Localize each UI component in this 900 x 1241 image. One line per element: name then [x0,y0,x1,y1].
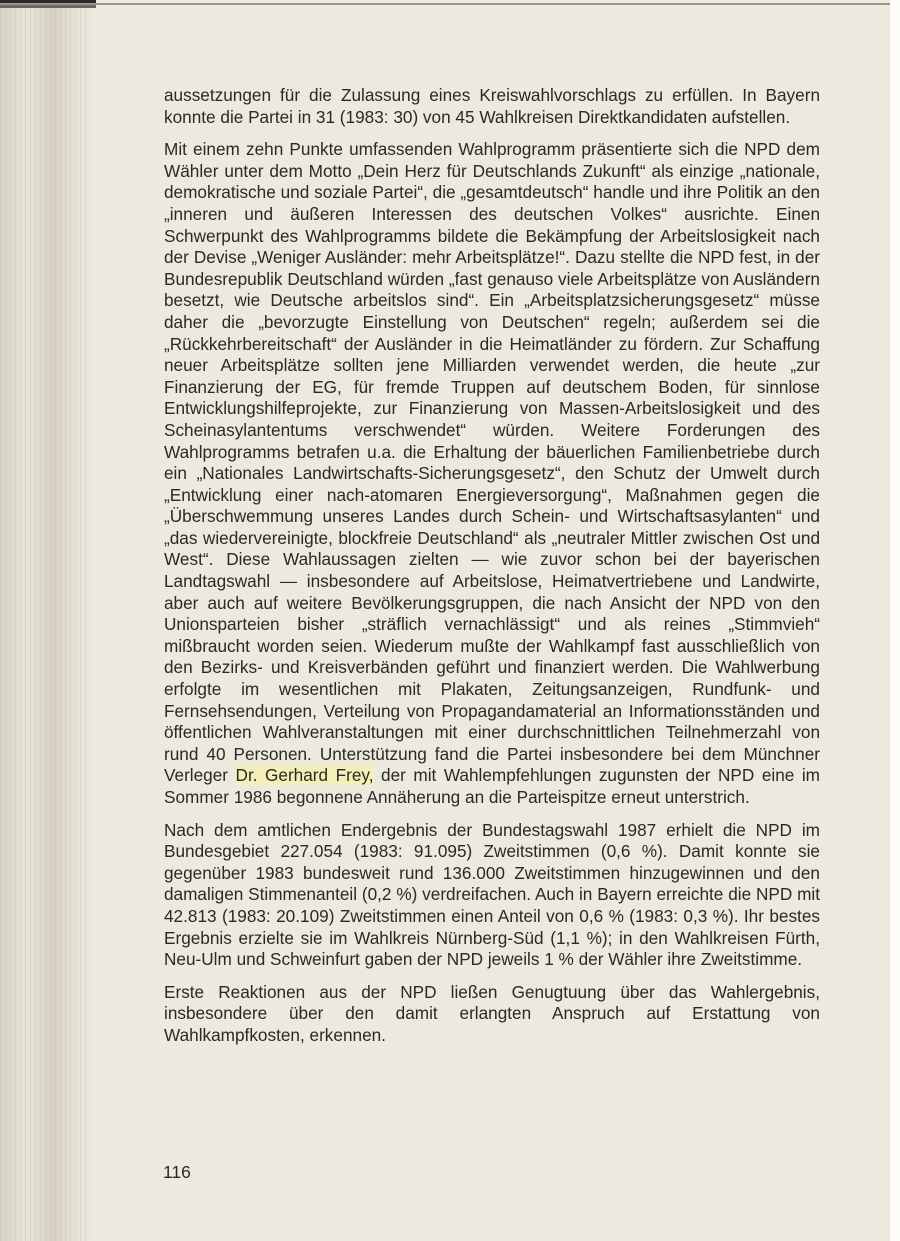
paragraph-1: aussetzungen für die Zulassung eines Kreiswahlvorschlags zu erfüllen. In Bayern konnte die Partei in 31 (1983: 30) von 45 Wahlkreisen Direktkandidaten aufstellen. [164,85,820,127]
scan-top-edge [0,3,890,5]
page-number: 116 [163,1162,191,1182]
paragraph-4: Erste Reaktionen aus der NPD ließen Genugtuung über das Wahlergebnis, insbesondere über den damit erlangten Anspruch auf Erstattung von Wahlkampfkosten, erkennen. [164,981,820,1045]
paragraph-2-part-2: der mit Wahlempfehlungen zugunsten der NPD eine im Sommer 1986 begonnene Annäherung an die Parteispitze erneut unterstrich. [164,765,820,807]
page-edges [0,0,90,1241]
highlighted-name: Dr. Gerhard Frey, [235,765,374,786]
paragraph-2 [164,139,820,808]
paragraph-2-part-1: Mit einem zehn Punkte umfassenden Wahlprogramm präsentierte sich die NPD dem Wähler unter dem Motto „Dein Herz für Deutschlands Zukunft“ als einzige „nationale, demokratische und soziale Partei“, die „gesamtdeutsch“ handle und ihre Politik an den „inneren und äußeren Interessen des deutschen Volkes“ ausrichte. Einen Schwerpunkt des Wahlprogramms bildete die Bekämpfung der Arbeitslosigkeit nach der Devise „Weniger Ausländer: mehr Arbeitsplätze!“. Dazu stellte die NPD fest, in der Bundesrepublik Deutschland würden „fast genauso viele Arbeitsplätze von Ausländern besetzt, wie Deutsche arbeitslos sind“. Ein „Arbeitsplatzsicherungsgesetz“ müsse daher die „bevorzugte Einstellung von Deutschen“ regeln; außerdem sei die „Rückkehrbereitschaft“ der Ausländer in die Heimatländer zu fördern. Zur Schaffung neuer Arbeitsplätze sollten jene Milliarden verwendet werden, die heute „zur Finanzierung der EG, für fremde Truppen auf deutschem Boden, für sinnlose Entwicklungshilfeprojekte, zur Finanzierung von Massen-Arbeitslosigkeit und des Scheinasylantentums verschwendet“ würden. Weitere Forderungen des Wahlprogramms betrafen u.a. die Erhaltung der bäuerlichen Familienbetriebe durch ein „Nationales Landwirtschafts-Sicherungsgesetz“, den Schutz der Umwelt durch „Entwicklung einer nach-atomaren Energieversorgung“, Maßnahmen gegen die „Überschwemmung unseres Landes durch Schein- und Wirtschaftsasylanten“ und „das wiedervereinigte, blockfreie Deutschland“ als „neutraler Mittler zwischen Ost und West“. Diese Wahlaussagen zielten — wie zuvor schon bei der bayerischen Landtagswahl — insbesondere auf Arbeitslose, Heimatvertriebene und Landwirte, aber auch auf weitere Bevölkerungsgruppen, die nach Ansicht der NPD von den Unionsparteien bisher „sträflich vernachlässigt“ und als reines „Stimmvieh“ mißbraucht worden seien. Wiederum mußte der Wahlkampf fast ausschließlich von den Bezirks- und Kreisverbänden geführt und finanziert werden. Die Wahlwerbung erfolgte im wesentlichen mit Plakaten, Zeitungsanzeigen, Rundfunk- und Fernsehsendungen, Verteilung von Propagandamaterial an Informationsständen und öffentlichen Wahlveranstaltungen mit einer durchschnittlichen Teilnehmerzahl von rund 40 Personen. Unterstützung fand die Partei insbesondere bei dem Münchner Verleger [164,139,820,786]
scan-right-margin [890,0,900,1241]
body-text [164,85,820,1058]
paragraph-3: Nach dem amtlichen Endergebnis der Bundestagswahl 1987 erhielt die NPD im Bundesgebiet 227.054 (1983: 91.095) Zweitstimmen (0,6 %). Damit konnte sie gegenüber 1983 bundesweit rund 136.000 Zweitstimmen hinzugewinnen und den damaligen Stimmenanteil (0,2 %) verdreifachen. Auch in Bayern erreichte die NPD mit 42.813 (1983: 20.109) Zweitstimmen einen Anteil von 0,6 % (1983: 0,3 %). Ihr bestes Ergebnis erzielte sie im Wahlkreis Nürnberg-Süd (1,1 %); in den Wahlkreisen Fürth, Neu-Ulm und Schweinfurt gaben der NPD jeweils 1 % der Wähler ihre Zweitstimme. [164,819,820,970]
